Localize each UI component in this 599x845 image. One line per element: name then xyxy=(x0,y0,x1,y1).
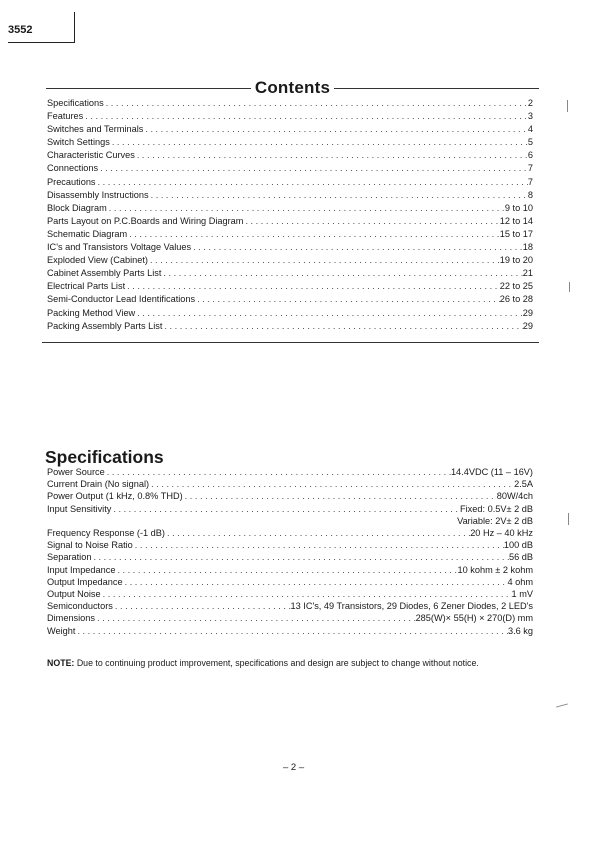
dot-leader xyxy=(135,307,523,320)
toc-entry-label: Disassembly Instructions xyxy=(47,189,149,200)
dot-leader xyxy=(101,588,512,600)
toc-entry-label: Switch Settings xyxy=(47,137,110,148)
specifications-title: Specifications xyxy=(45,447,164,467)
spec-entry xyxy=(47,588,533,600)
spec-entry-label: Output Impedance xyxy=(47,576,123,587)
spec-entry xyxy=(47,612,533,624)
toc-entry-value: 12 to 14 xyxy=(499,215,533,226)
dot-leader xyxy=(183,490,497,502)
contents-title: Contents xyxy=(254,78,331,97)
toc-entry xyxy=(47,215,533,228)
spec-entry-label: Weight xyxy=(47,625,76,636)
toc-entry xyxy=(47,136,533,149)
toc-entry-value: 5 xyxy=(527,137,533,148)
spec-entry-label: Frequency Response (-1 dB) xyxy=(47,528,165,539)
spec-entry-label: Separation xyxy=(47,552,92,563)
dot-leader xyxy=(98,162,528,175)
toc-entry-value: 18 xyxy=(522,242,533,253)
dot-leader xyxy=(161,267,522,280)
toc-entry-label: IC's and Transistors Voltage Values xyxy=(47,242,192,253)
spec-entry xyxy=(47,600,533,612)
header-rule-vertical xyxy=(74,12,75,42)
dot-leader xyxy=(95,612,416,624)
dot-leader xyxy=(110,136,528,149)
toc-entry-label: Electrical Parts List xyxy=(47,281,126,292)
toc-entry xyxy=(47,267,533,280)
scan-mark xyxy=(569,282,570,292)
spec-entry-label: Dimensions xyxy=(47,613,95,624)
spec-entry-value: 285(W)× 55(H) × 270(D) mm xyxy=(415,613,533,624)
toc-entry xyxy=(47,241,533,254)
spec-entry-value: 56 dB xyxy=(508,552,533,563)
dot-leader xyxy=(165,527,470,539)
spec-entry xyxy=(47,539,533,551)
toc-entry-label: Packing Assembly Parts List xyxy=(47,320,163,331)
toc-entry-value: 22 to 25 xyxy=(499,281,533,292)
dot-leader xyxy=(75,625,508,637)
toc-entry-label: Parts Layout on P.C.Boards and Wiring Diagram xyxy=(47,215,244,226)
spec-entry-value: 14.4VDC (11 – 16V) xyxy=(450,467,533,477)
spec-entry-value: 10 kohm ± 2 kohm xyxy=(457,564,533,575)
spec-entry xyxy=(47,625,533,637)
toc-entry-value: 15 to 17 xyxy=(499,228,533,239)
scan-mark xyxy=(567,100,568,112)
dot-leader xyxy=(113,600,291,612)
dot-leader xyxy=(149,478,514,490)
toc-entry-label: Semi-Conductor Lead Identifications xyxy=(47,294,196,305)
toc-entry-label: Switches and Terminals xyxy=(47,124,144,135)
model-number: 3552 xyxy=(8,24,33,36)
table-of-contents xyxy=(47,97,533,333)
spec-entry-value: 100 dB xyxy=(503,540,533,551)
note-text: Due to continuing product improvement, specifications and design are subject to change without notice. xyxy=(74,658,479,668)
dot-leader xyxy=(83,110,528,123)
toc-entry xyxy=(47,202,533,215)
spec-entry-label: Input Impedance xyxy=(47,564,116,575)
toc-entry-value: 9 to 10 xyxy=(504,202,533,213)
dot-leader xyxy=(143,123,528,136)
dot-leader xyxy=(127,228,500,241)
toc-entry xyxy=(47,189,533,202)
dot-leader xyxy=(91,551,509,563)
scan-mark xyxy=(556,703,568,707)
toc-entry xyxy=(47,307,533,320)
dot-leader xyxy=(162,320,522,333)
spec-entry xyxy=(47,478,533,490)
dot-leader xyxy=(107,202,505,215)
contents-bottom-rule xyxy=(42,342,539,343)
dot-leader xyxy=(243,215,499,228)
heading-rule-left xyxy=(46,88,251,89)
toc-entry-label: Block Diagram xyxy=(47,202,107,213)
dot-leader xyxy=(96,176,528,189)
spec-entry xyxy=(47,576,533,588)
page-number: – 2 – xyxy=(283,762,305,773)
specifications-list xyxy=(47,466,533,637)
spec-value-continuation: Variable: 2V± 2 dB xyxy=(457,515,533,526)
spec-entry xyxy=(47,527,533,539)
toc-entry-value: 7 xyxy=(527,176,533,187)
spec-entry xyxy=(47,490,533,502)
spec-entry-label: Signal to Noise Ratio xyxy=(47,540,133,551)
dot-leader xyxy=(133,539,504,551)
header-rule-horizontal xyxy=(8,42,75,43)
toc-entry-value: 26 to 28 xyxy=(499,294,533,305)
toc-entry xyxy=(47,149,533,162)
heading-rule-right xyxy=(334,88,539,89)
toc-entry xyxy=(47,123,533,136)
toc-entry-value: 4 xyxy=(527,124,533,135)
toc-entry-label: Features xyxy=(47,111,84,122)
dot-leader xyxy=(191,241,523,254)
spec-entry-value: 4 ohm xyxy=(507,576,533,587)
toc-entry-label: Packing Method View xyxy=(47,307,136,318)
toc-entry-label: Specifications xyxy=(47,98,104,108)
dot-leader xyxy=(105,466,451,478)
toc-entry-label: Precautions xyxy=(47,176,96,187)
toc-entry xyxy=(47,176,533,189)
toc-entry-value: 7 xyxy=(527,163,533,174)
contents-heading xyxy=(46,77,539,99)
dot-leader xyxy=(115,564,457,576)
dot-leader xyxy=(111,503,460,515)
spec-entry-label: Semiconductors xyxy=(47,601,113,612)
dot-leader xyxy=(125,280,500,293)
scan-mark xyxy=(568,513,569,525)
toc-entry xyxy=(47,254,533,267)
dot-leader xyxy=(148,254,500,267)
spec-entry-value: 20 Hz – 40 kHz xyxy=(470,528,533,539)
dot-leader xyxy=(104,97,528,110)
spec-entry-value: Fixed: 0.5V± 2 dB xyxy=(460,503,533,514)
spec-entry-value: 2.5A xyxy=(514,479,533,490)
dot-leader xyxy=(135,149,528,162)
toc-entry-label: Schematic Diagram xyxy=(47,228,128,239)
spec-entry-value: 80W/4ch xyxy=(496,491,533,502)
dot-leader xyxy=(149,189,528,202)
spec-entry-label: Power Output (1 kHz, 0.8% THD) xyxy=(47,491,183,502)
toc-entry xyxy=(47,110,533,123)
spec-entry-value: 1 mV xyxy=(511,589,533,600)
toc-entry-value: 8 xyxy=(527,189,533,200)
spec-entry xyxy=(47,466,533,478)
spec-entry-label: Output Noise xyxy=(47,589,101,600)
toc-entry-label: Connections xyxy=(47,163,99,174)
toc-entry-label: Cabinet Assembly Parts List xyxy=(47,268,162,279)
toc-entry-value: 19 to 20 xyxy=(499,255,533,266)
note-label: NOTE: xyxy=(47,658,75,668)
toc-entry-value: 6 xyxy=(527,150,533,161)
toc-entry xyxy=(47,280,533,293)
spec-entry xyxy=(47,564,533,576)
spec-entry-label: Power Source xyxy=(47,467,105,477)
spec-entry-value: 13 IC's, 49 Transistors, 29 Diodes, 6 Zener Diodes, 2 LED's xyxy=(290,601,533,612)
toc-entry-value: 21 xyxy=(522,268,533,279)
spec-entry xyxy=(47,551,533,563)
toc-entry-value: 29 xyxy=(522,307,533,318)
toc-entry-value: 3 xyxy=(527,111,533,122)
spec-entry xyxy=(47,503,533,515)
toc-entry xyxy=(47,228,533,241)
toc-entry-value: 2 xyxy=(527,98,533,108)
toc-entry xyxy=(47,320,533,333)
dot-leader xyxy=(123,576,508,588)
toc-entry xyxy=(47,162,533,175)
dot-leader xyxy=(195,293,500,306)
toc-entry xyxy=(47,293,533,306)
toc-entry-label: Characteristic Curves xyxy=(47,150,135,161)
spec-entry-label: Current Drain (No signal) xyxy=(47,479,150,490)
toc-entry xyxy=(47,97,533,110)
toc-entry-value: 29 xyxy=(522,320,533,331)
note xyxy=(47,658,547,668)
spec-entry-value: 3.6 kg xyxy=(507,625,533,636)
toc-entry-label: Exploded View (Cabinet) xyxy=(47,255,148,266)
spec-entry-label: Input Sensitivity xyxy=(47,503,112,514)
